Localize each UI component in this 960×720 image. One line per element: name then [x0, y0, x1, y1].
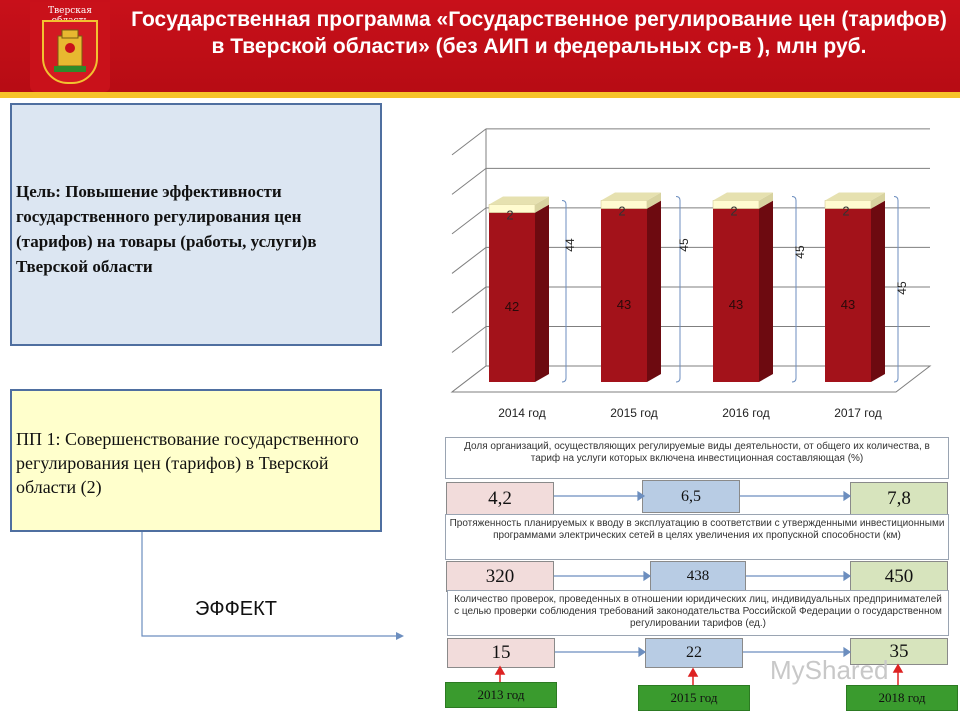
logo-caption: Тверская	[48, 6, 92, 16]
category-label: 2015 год	[610, 406, 658, 420]
indicator-3-value-2018: 35	[850, 638, 948, 665]
bar-value-label: 43	[840, 297, 856, 313]
indicator-3-label: Количество проверок, проведенных в отношении юридических лиц, индивидуальных предпринимателей с целью проверки соблюдения требований законодательства Российской Федерации о государственном регулировании тарифов (ед.)	[447, 590, 949, 636]
bar-value-label: 42	[504, 298, 520, 314]
category-label: 2016 год	[722, 406, 770, 420]
total-label: 45	[793, 245, 807, 259]
indicator-1-value-2015: 6,5	[642, 480, 740, 513]
indicator-2-value-2018: 450	[850, 561, 948, 592]
bar-top-value-label: 2	[506, 207, 514, 223]
subprogram-text: ПП 1: Совершенствование государственного регулирования цен (тарифов) в Тверской области (2)	[16, 429, 359, 497]
goal-text: Цель: Повышение эффективности государственного регулирования цен (тарифов) на товары (работы, услуги)в Тверской области	[16, 182, 317, 276]
category-label: 2014 год	[498, 406, 546, 420]
bar-top-value-label: 2	[842, 203, 850, 219]
total-label: 45	[677, 238, 691, 252]
indicator-1-value-2018: 7,8	[850, 482, 948, 515]
year-label-2013: 2013 год	[445, 682, 557, 708]
bar-value-label: 43	[728, 297, 744, 313]
bar-value-label: 43	[616, 297, 632, 313]
page-title: Государственная программа «Государственное регулирование цен (тарифов) в Тверской области» (без АИП и федеральных ср-в ), млн руб.	[131, 8, 947, 58]
effect-label: ЭФФЕКТ	[195, 598, 277, 620]
bar-top-value-label: 2	[618, 203, 626, 219]
bar-top-value-label: 2	[730, 203, 738, 219]
total-label: 45	[895, 281, 909, 295]
indicator-1-label: Доля организаций, осуществляющих регулируемые виды деятельности, от общего их количества, в тариф на услуги которых включена инвестиционная составляющая (%)	[445, 437, 949, 479]
total-label: 44	[563, 238, 577, 252]
indicator-2-value-2013: 320	[446, 561, 554, 592]
indicator-1-value-2013: 4,2	[446, 482, 554, 515]
indicator-3-value-2015: 22	[645, 638, 743, 668]
category-label: 2017 год	[834, 406, 882, 420]
watermark: MyShared	[770, 655, 889, 685]
indicator-2-value-2015: 438	[650, 561, 746, 591]
indicator-2-label: Протяженность планируемых к вводу в эксплуатацию в соответствии с утвержденными инвестиционными программами электрических сетей в целях увеличения их пропускной способности (км)	[445, 514, 949, 560]
year-label-2015: 2015 год	[638, 685, 750, 711]
year-label-2018: 2018 год	[846, 685, 958, 711]
indicator-3-value-2013: 15	[447, 638, 555, 668]
